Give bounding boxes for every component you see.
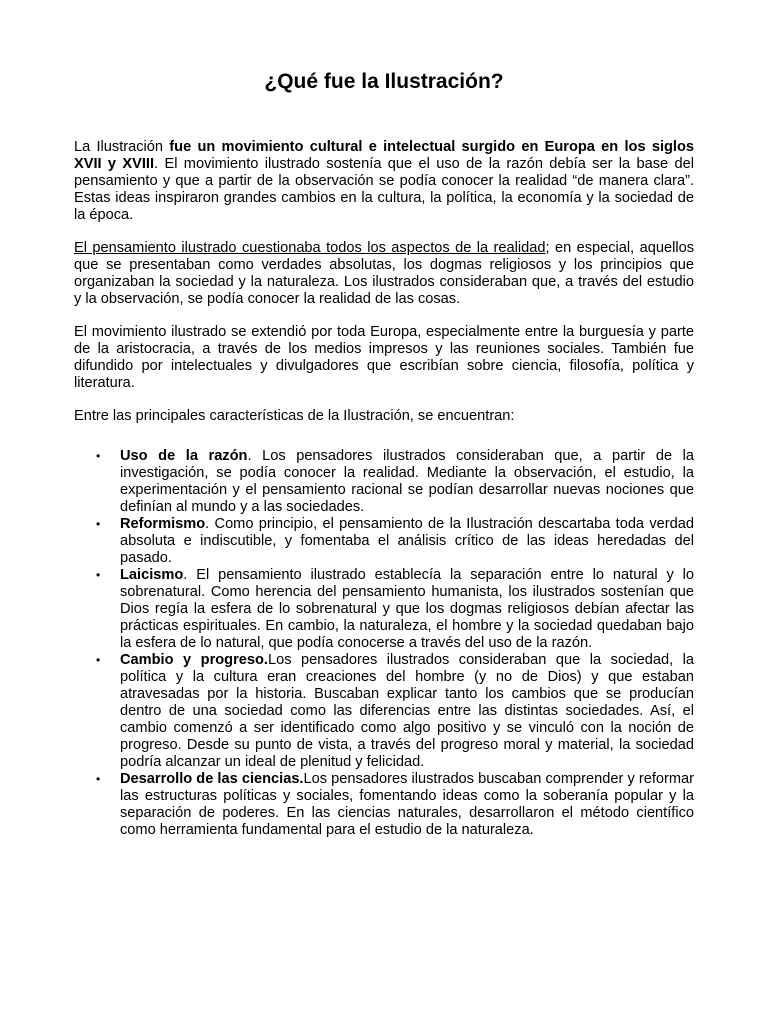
bullet-icon: • bbox=[96, 449, 101, 463]
list-item bbox=[96, 652, 694, 771]
paragraph-2 bbox=[74, 240, 694, 308]
paragraph-1-intro: La Ilustración bbox=[74, 139, 170, 155]
list-item-term: Desarrollo de las ciencias. bbox=[120, 771, 304, 787]
list-item bbox=[96, 516, 694, 567]
bullet-icon: • bbox=[96, 568, 101, 582]
list-item-text: Los pensadores ilustrados buscaban comprender y reformar las estructuras políticas y sociales, fomentando ideas como la soberanía popular y la separación de poderes. En las ciencias naturales, desarrollaron el método científico como herramienta fundamental para el estudio de la naturaleza. bbox=[120, 771, 695, 838]
page-title: ¿Qué fue la Ilustración? bbox=[264, 70, 504, 93]
list-item-term: Cambio y progreso. bbox=[120, 652, 268, 668]
list-item-term: Reformismo bbox=[120, 516, 206, 532]
bullet-icon: • bbox=[96, 653, 101, 667]
list-item-text: . Como principio, el pensamiento de la Ilustración descartaba toda verdad absoluta e indiscutible, y fomentaba el análisis crítico de las ideas heredadas del pasado. bbox=[120, 516, 694, 566]
paragraph-2-rest: ; en especial, aquellos que se presentaban como verdades absolutas, los dogmas religiosos y los principios que organizaban la sociedad y la naturaleza. Los ilustrados consideraban que, a través del estudio y la observación, se podía conocer la realidad de las cosas. bbox=[74, 240, 694, 307]
list-item bbox=[96, 771, 695, 839]
characteristics-list bbox=[74, 448, 694, 839]
list-item bbox=[96, 448, 694, 516]
paragraph-1-rest: . El movimiento ilustrado sostenía que el uso de la razón debía ser la base del pensamiento y que a partir de la observación se podía conocer la realidad “de manera clara”. Estas ideas inspiraron grandes cambios en la cultura, la política, la economía y la sociedad de la época. bbox=[74, 156, 694, 223]
paragraph-3: El movimiento ilustrado se extendió por toda Europa, especialmente entre la burguesía y parte de la aristocracia, a través de los medios impresos y las reuniones sociales. También fue difundido por intelectuales y divulgadores que escribían sobre ciencia, filosofía, política y literatura. bbox=[74, 324, 694, 391]
bullet-icon: • bbox=[96, 772, 101, 786]
paragraph-1-bold: fue un movimiento cultural e intelectual surgido en Europa en los siglos XVII y XVIII bbox=[74, 139, 694, 172]
paragraph-4: Entre las principales características de la Ilustración, se encuentran: bbox=[74, 408, 515, 424]
paragraph-1 bbox=[74, 139, 694, 224]
list-item-text: Los pensadores ilustrados consideraban que la sociedad, la política y la cultura eran creaciones del hombre (y no de Dios) y que estaban atravesadas por la historia. Buscaban explicar tanto los cambios que se producían dentro de una sociedad como las diferencias entre las distintas sociedades. Así, el cambio comenzó a ser identificado como algo positivo y se vinculó con la noción de progreso. Desde su punto de vista, a través del progreso moral y material, la sociedad podría alcanzar un ideal de plenitud y felicidad. bbox=[120, 652, 694, 770]
list-item bbox=[96, 567, 694, 652]
bullet-icon: • bbox=[96, 517, 101, 531]
paragraph-2-underlined: El pensamiento ilustrado cuestionaba todos los aspectos de la realidad bbox=[74, 240, 546, 256]
list-item-text: . El pensamiento ilustrado establecía la separación entre lo natural y lo sobrenatural. Como herencia del pensamiento humanista, los ilustrados sostenían que Dios regía la esfera de lo sobrenatural y que los dogmas religiosos debían afectar las prácticas espirituales. En cambio, la naturaleza, el hombre y la sociedad quedaban bajo la esfera de lo natural, que podía conocerse a través del uso de la razón. bbox=[120, 567, 694, 651]
document-body bbox=[74, 139, 694, 839]
list-item-text: . Los pensadores ilustrados consideraban que, a partir de la investigación, se podía conocer la realidad. Mediante la observación, el estudio, la experimentación y el pensamiento racional se podían desarrollar nuevas nociones que definían al mundo y a las sociedades. bbox=[120, 448, 694, 515]
list-item-term: Uso de la razón bbox=[120, 448, 248, 464]
list-item-term: Laicismo bbox=[120, 567, 184, 583]
